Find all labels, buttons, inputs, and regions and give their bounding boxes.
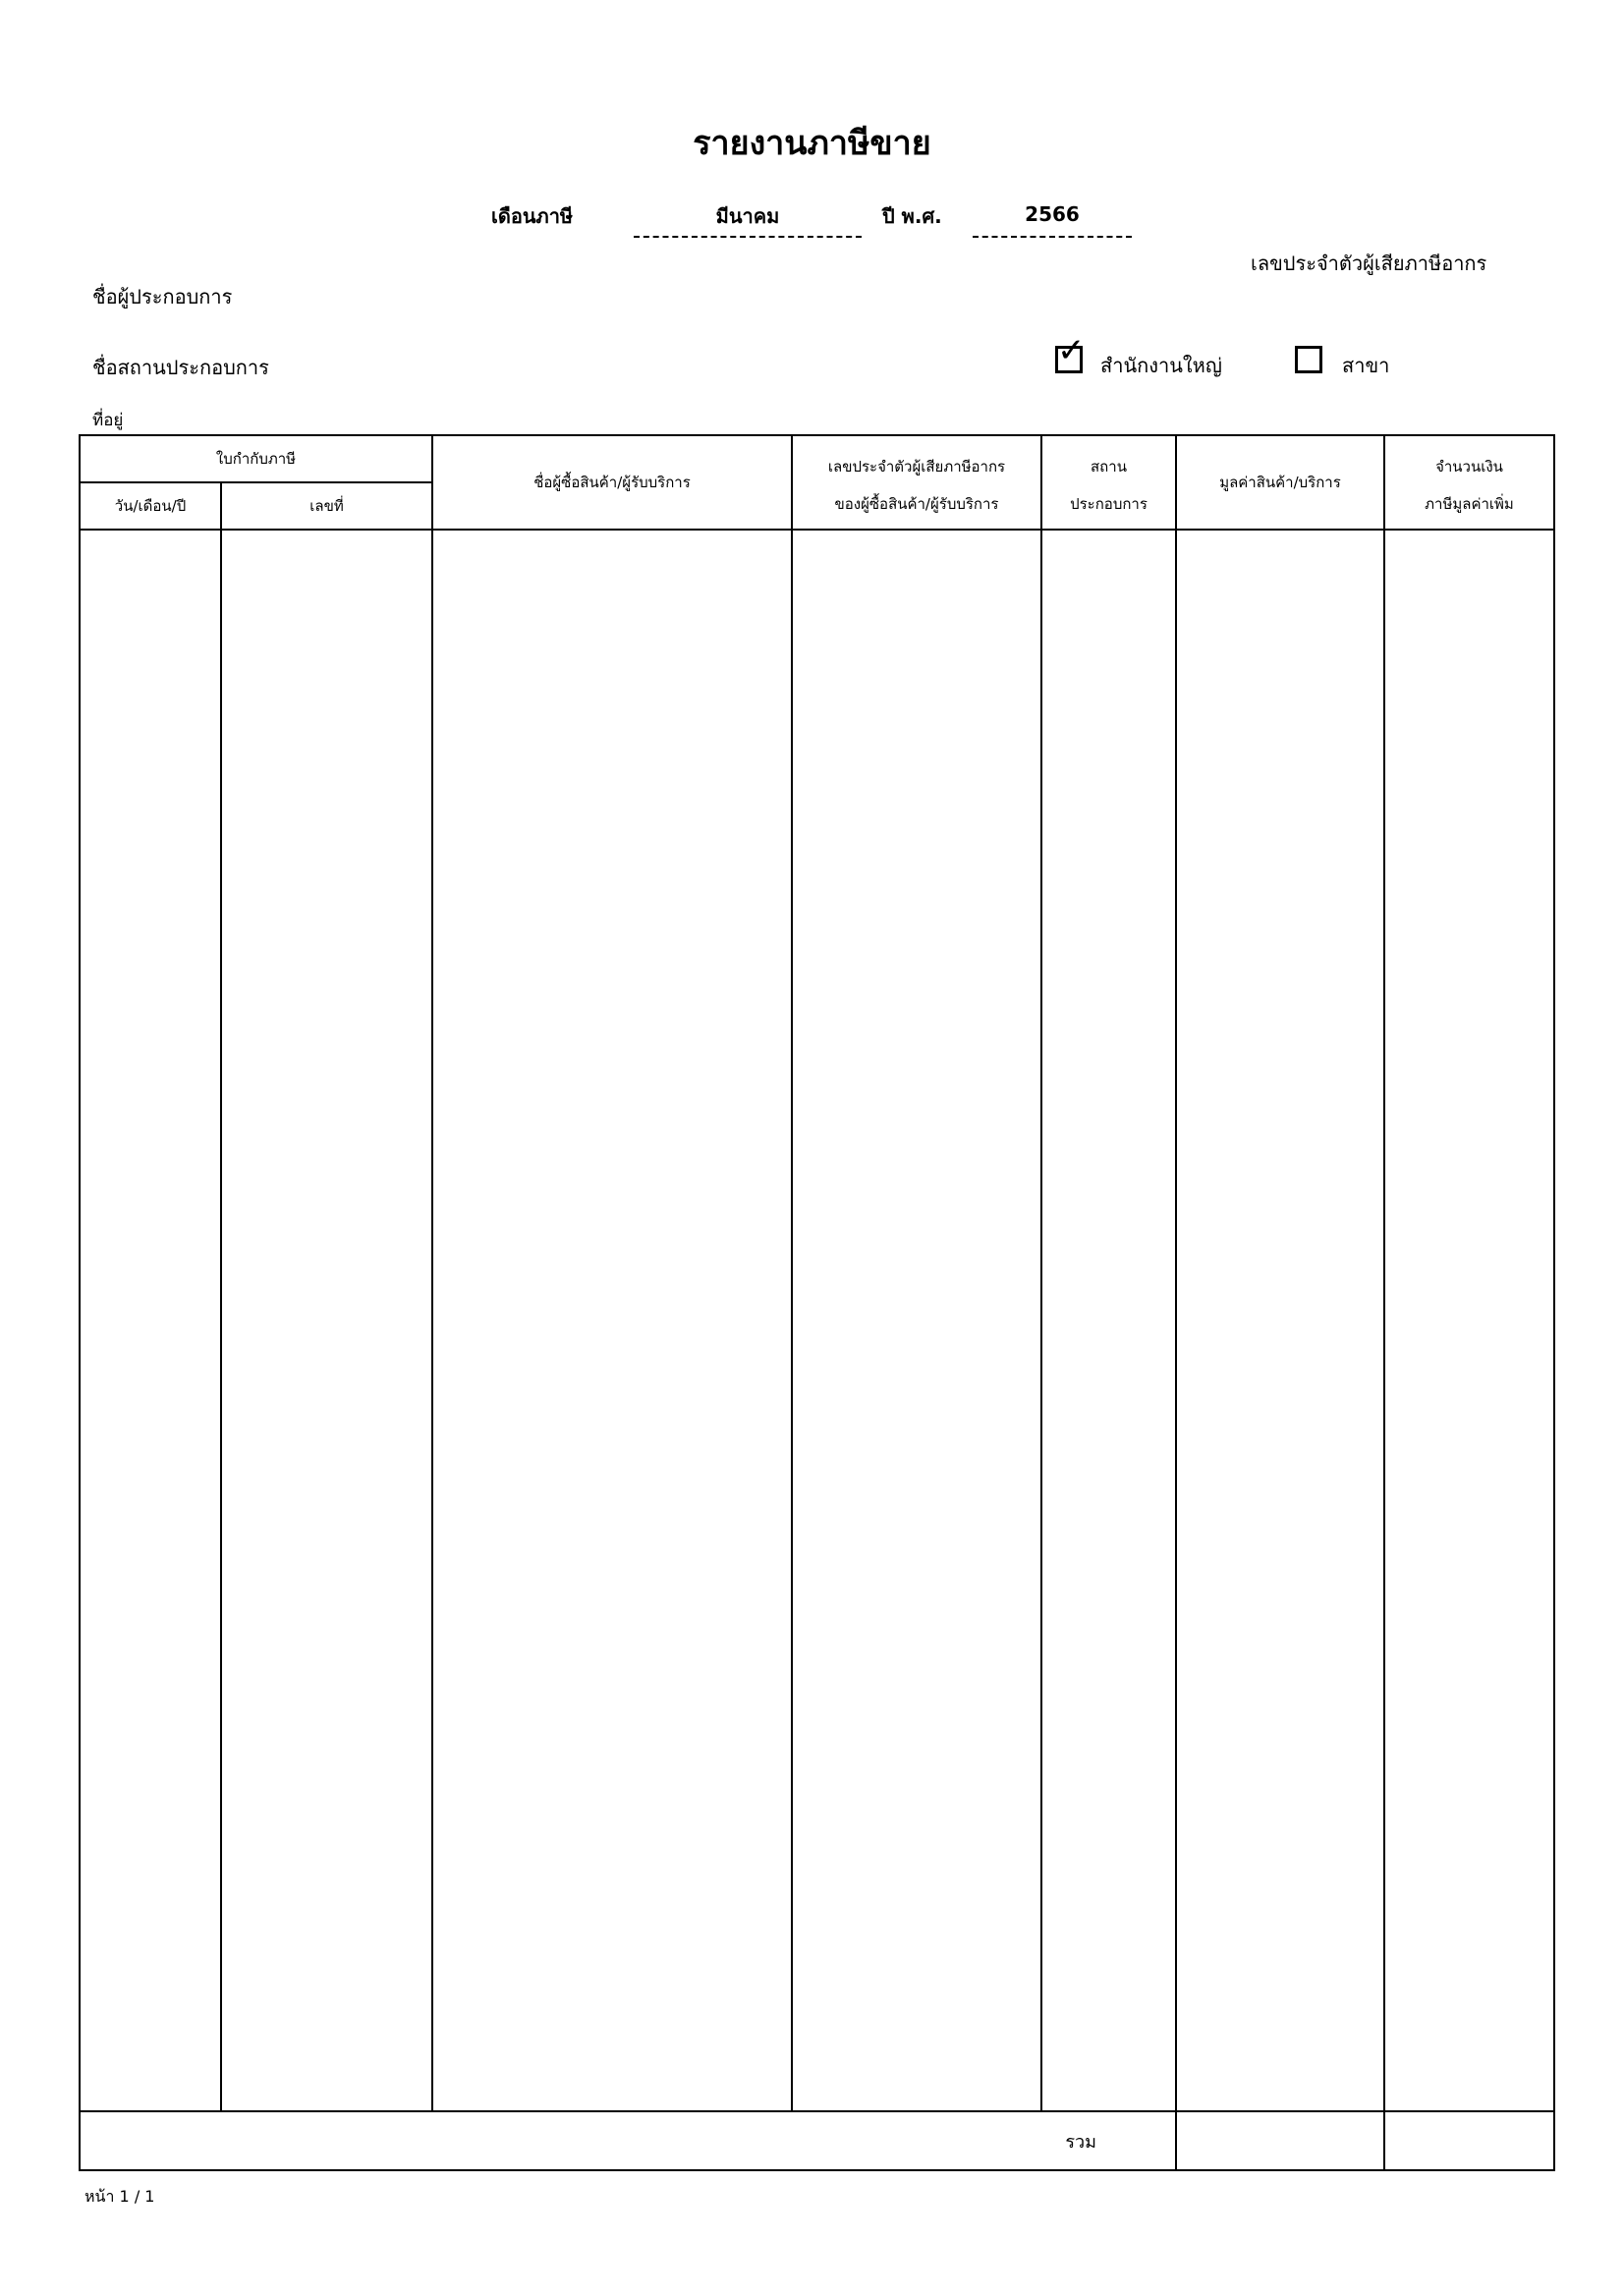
- branch-label: สาขา: [1342, 354, 1390, 377]
- page-indicator: หน้า 1 / 1: [84, 2187, 155, 2206]
- establishment-name-label: ชื่อสถานประกอบการ: [92, 356, 269, 379]
- vat-header-line1: จำนวนเงิน: [1435, 458, 1503, 476]
- value-header: มูลค่าสินค้า/บริการ: [1176, 435, 1384, 530]
- check-mark-icon: ✓: [1057, 331, 1086, 370]
- total-vat-cell[interactable]: [1384, 2111, 1554, 2170]
- buyer-name-header: ชื่อผู้ซื้อสินค้า/ผู้รับบริการ: [432, 435, 792, 530]
- vat-amount-header: [1384, 435, 1554, 530]
- year-underline: [973, 236, 1132, 238]
- vat-header-line2: ภาษีมูลค่าเพิ่ม: [1425, 495, 1514, 513]
- total-row: [80, 2111, 1554, 2170]
- invoice-number-header: เลขที่: [221, 482, 432, 530]
- table-body-area: [80, 530, 1554, 2111]
- buyer-taxid-header-line1: เลขประจำตัวผู้เสียภาษีอากร: [827, 458, 1006, 476]
- buyer-taxid-header: [792, 435, 1041, 530]
- taxpayer-id-label: เลขประจำตัวผู้เสียภาษีอากร: [1251, 252, 1487, 275]
- date-column-cell[interactable]: [80, 530, 221, 2111]
- total-label: รวม: [80, 2111, 1176, 2170]
- tax-month-underline: [634, 236, 862, 238]
- establishment-header-line1: สถาน: [1091, 458, 1127, 476]
- value-column-cell[interactable]: [1176, 530, 1384, 2111]
- establishment-column-cell[interactable]: [1041, 530, 1176, 2111]
- tax-month-value[interactable]: มีนาคม: [715, 204, 780, 228]
- buyer-taxid-column-cell[interactable]: [792, 530, 1041, 2111]
- establishment-header: [1041, 435, 1176, 530]
- sales-tax-table: [79, 434, 1555, 2171]
- total-value-cell[interactable]: [1176, 2111, 1384, 2170]
- invoice-number-column-cell[interactable]: [221, 530, 432, 2111]
- vat-column-cell[interactable]: [1384, 530, 1554, 2111]
- buyer-taxid-header-line2: ของผู้ซื้อสินค้า/ผู้รับบริการ: [834, 495, 999, 513]
- buyer-name-column-cell[interactable]: [432, 530, 792, 2111]
- address-label: ที่อยู่: [92, 411, 124, 430]
- date-header: วัน/เดือน/ปี: [80, 482, 221, 530]
- year-label: ปี พ.ศ.: [882, 204, 942, 228]
- year-value[interactable]: 2566: [1025, 202, 1080, 226]
- tax-invoice-group-header: ใบกำกับภาษี: [80, 435, 432, 482]
- operator-name-label: ชื่อผู้ประกอบการ: [92, 285, 233, 308]
- establishment-header-line2: ประกอบการ: [1070, 495, 1148, 513]
- head-office-label: สำนักงานใหญ่: [1100, 354, 1222, 377]
- report-title: รายงานภาษีขาย: [693, 124, 931, 163]
- branch-checkbox[interactable]: [1295, 346, 1322, 373]
- tax-month-label: เดือนภาษี: [491, 204, 574, 228]
